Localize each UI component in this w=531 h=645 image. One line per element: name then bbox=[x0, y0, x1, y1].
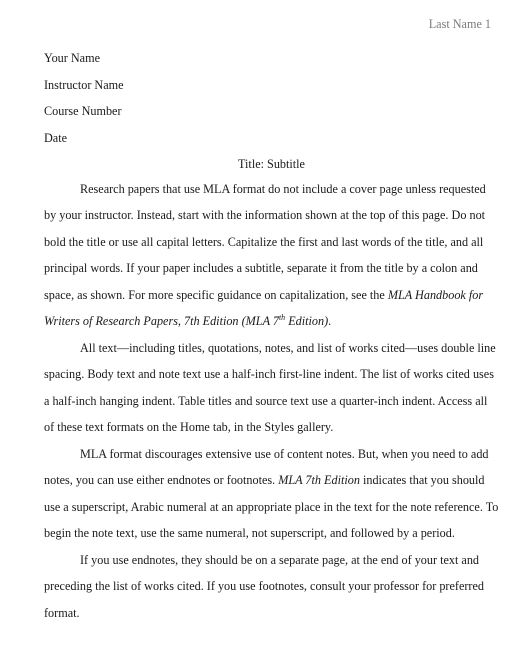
body-text bbox=[44, 176, 499, 627]
document-body bbox=[44, 50, 499, 626]
paragraph-4: If you use endnotes, they should be on a separate page, at the end of your text and preceding the list of works cited. If you use footnotes, consult your professor for preferred format. bbox=[44, 552, 484, 620]
course-number: Course Number bbox=[44, 104, 122, 118]
paragraph-1-end: . bbox=[328, 314, 332, 328]
handbook-title: MLA Handbook for Writers of Research Papers, 7th Edition (MLA 7 bbox=[44, 287, 484, 328]
paragraph-1-text: Research papers that use MLA format do not include a cover page unless requested by your instructor. Instead, start with the information shown at the top of this page. Do not bold the title or use all capital letters. Capitalize the first and last words of the title, and all principal words. If your paper includes a subtitle, separate it from the title by a colon and space, as shown. For more specific guidance on capitalization, see the bbox=[44, 181, 486, 302]
paragraph-3-text-a: MLA format discourages extensive use of content notes. But, when you need to add notes, you can use either endnotes or footnotes. bbox=[44, 446, 489, 487]
handbook-title-end: Edition) bbox=[285, 314, 329, 328]
paragraph-2: All text—including titles, quotations, notes, and list of works cited—uses double line spacing. Body text and note text use a half-inch first-line indent. The list of works cited uses a half-inch hanging indent. Table titles and source text use a quarter-inch indent. Access all of these text formats on the Home tab, in the Styles gallery. bbox=[44, 340, 496, 434]
paragraph-3 bbox=[44, 441, 499, 547]
running-head: Last Name 1 bbox=[428, 17, 491, 31]
paper-title: Title: Subtitle bbox=[238, 157, 305, 171]
author-name: Your Name bbox=[44, 51, 100, 65]
paragraph-1 bbox=[44, 176, 499, 335]
superscript-th: th bbox=[278, 312, 286, 322]
mla-edition-reference: MLA 7th Edition bbox=[278, 473, 360, 487]
date: Date bbox=[44, 130, 68, 145]
paragraph-3-text-b: indicates that you should use a superscript, Arabic numeral at an appropriate place in the text for the note reference. To begin the note text, use the same numeral, not superscript, and followed by a period. bbox=[44, 473, 499, 540]
instructor-name: Instructor Name bbox=[44, 77, 124, 92]
